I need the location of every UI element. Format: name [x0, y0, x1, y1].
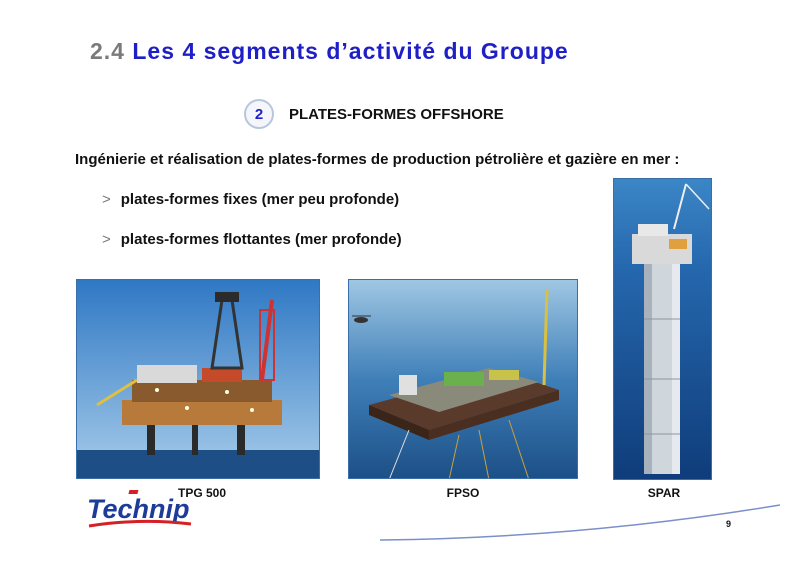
- fixed-platform-photo: [76, 279, 320, 479]
- logo-text: Technip: [87, 494, 190, 524]
- fpso-image: [349, 280, 578, 479]
- bullet-marker: >: [102, 231, 111, 248]
- spar-image: [614, 179, 712, 480]
- bullet-item: [102, 231, 402, 248]
- intro-text: Ingénierie et réalisation de plates-formes de production pétrolière et gazière en mer :: [75, 151, 680, 168]
- footer-swoosh: [380, 500, 780, 550]
- bullet-item: [102, 191, 399, 208]
- caption-spar: SPAR: [647, 486, 681, 500]
- title-text: Les 4 segments d’activité du Groupe: [132, 38, 569, 64]
- spar-platform-photo: [613, 178, 712, 480]
- section-number-badge: 2: [244, 99, 274, 129]
- bullet-text: plates-formes fixes (mer peu profonde): [120, 191, 400, 208]
- fpso-vessel-illustration: [348, 279, 578, 479]
- slide-title: [90, 38, 569, 65]
- section-title: PLATES-FORMES OFFSHORE: [289, 106, 504, 123]
- caption-tpg500: TPG 500: [178, 486, 227, 500]
- technip-logo: [85, 488, 195, 532]
- title-number: 2.4: [90, 38, 125, 64]
- bullet-text: plates-formes flottantes (mer profonde): [120, 231, 402, 248]
- caption-fpso: FPSO: [446, 486, 480, 500]
- bullet-marker: >: [102, 191, 111, 208]
- fixed-platform-image: [77, 280, 320, 479]
- page-number: 9: [726, 519, 732, 529]
